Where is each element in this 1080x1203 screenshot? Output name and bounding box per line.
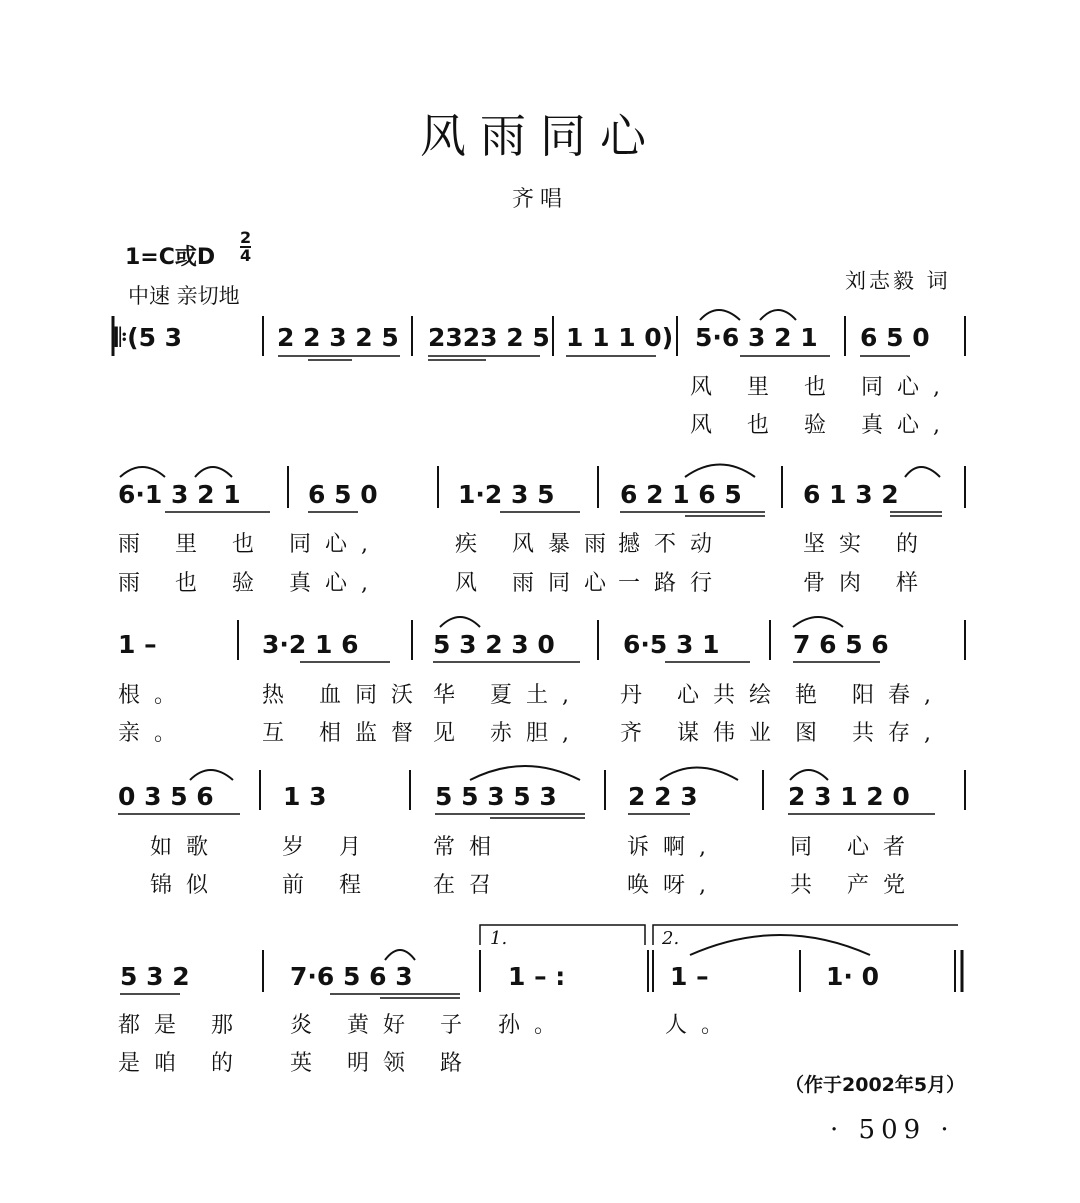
lyric-verse-1: 孙。 <box>498 1013 571 1038</box>
measure: 5 5 3 5 3 <box>435 782 557 811</box>
measure: 2323 2 5 <box>428 323 550 352</box>
lyric-verse-1: 风 里 也 同心, <box>690 375 954 400</box>
first-ending-label: 1. <box>490 928 508 949</box>
measure: 6 5 0 <box>308 480 378 509</box>
key-signature: 1=C或D <box>125 245 216 270</box>
song-title: 风雨同心 <box>420 109 660 163</box>
lyric-verse-2: 见 赤胆, <box>433 721 583 746</box>
lyric-verse-2: 在召 <box>433 873 506 898</box>
lyric-verse-2: 一路行 <box>618 571 727 596</box>
lyricist-credit: 刘志毅 词 <box>845 269 951 293</box>
lyric-verse-2: 风 雨同心 <box>455 571 620 596</box>
measure: 2 3 1 2 0 <box>788 782 910 811</box>
lyric-verse-2: 亲。 <box>118 721 191 746</box>
tempo-marking: 中速 亲切地 <box>128 284 240 308</box>
measure: 2 2 3 2 5 <box>277 323 399 352</box>
measure: 6 5 0 <box>860 323 930 352</box>
lyric-verse-2: 锦似 <box>150 873 223 898</box>
lyric-verse-2: 唤呀, <box>627 873 720 898</box>
lyric-verse-1: 热 血同沃 <box>262 683 427 708</box>
lyric-verse-2: 图 共存, <box>795 721 945 746</box>
lyric-verse-1: 同 心者 <box>790 835 919 860</box>
measure: 1 3 <box>283 782 327 811</box>
lyric-verse-2: 齐 谋伟业 <box>620 721 785 746</box>
second-ending-label: 2. <box>662 928 680 949</box>
measure: 5·6 3 2 1 <box>695 323 818 352</box>
volta-brackets <box>480 925 958 945</box>
lyric-verse-1: 丹 心共绘 <box>620 683 785 708</box>
meter-top: 2 <box>240 228 252 247</box>
measure: 5 3 2 <box>120 962 190 991</box>
song-subtitle: 齐唱 <box>511 187 568 212</box>
measure: 1· 0 <box>826 962 879 991</box>
lyric-verse-1: 艳 阳春, <box>795 683 945 708</box>
lyric-verse-2: 雨 也 验 真心, <box>118 571 382 596</box>
lyric-verse-1: 疾 风暴雨 <box>455 532 620 557</box>
lyric-verse-1: 华 夏土, <box>433 683 583 708</box>
slurs <box>120 310 940 960</box>
lyric-verse-1: 炎 黄好 子 <box>290 1013 476 1038</box>
lyric-verse-1: 岁 月 <box>282 835 375 860</box>
measure: 1 – : <box>508 962 566 991</box>
measure: 1 – <box>118 630 157 659</box>
lyric-verse-1: 常相 <box>433 835 506 860</box>
lyric-verse-2: 骨肉 样 <box>803 571 932 596</box>
measure: 0 3 5 6 <box>118 782 214 811</box>
lyric-verse-1: 坚实 的 <box>803 532 932 557</box>
lyric-verse-1: 人。 <box>665 1013 738 1038</box>
measure: 6 1 3 2 <box>803 480 899 509</box>
measure: 1 – <box>670 962 709 991</box>
lyric-verse-2: 互 相监督 <box>262 721 427 746</box>
measure: 3·2 1 6 <box>262 630 359 659</box>
measure: 6·5 3 1 <box>623 630 720 659</box>
measure: 𝄆(5 3 <box>115 323 183 352</box>
lyric-verse-2: 是咱 的 <box>118 1051 247 1076</box>
composition-date: （作于2002年5月） <box>785 1074 966 1096</box>
bar-lines <box>113 316 965 992</box>
measure: 5 3 2 3 0 <box>433 630 555 659</box>
page-number: · 509 · <box>830 1115 955 1145</box>
lyric-verse-1: 都是 那 <box>118 1013 247 1038</box>
meter-bottom: 4 <box>240 246 252 265</box>
lyric-verse-2: 英 明领 路 <box>290 1051 476 1076</box>
lyric-verse-2: 前 程 <box>282 873 375 898</box>
lyric-verse-1: 撼不动 <box>618 532 727 557</box>
measure: 6 2 1 6 5 <box>620 480 742 509</box>
measure: 6·1 3 2 1 <box>118 480 241 509</box>
lyric-verse-2: 共 产党 <box>790 873 919 898</box>
measure: 7 6 5 6 <box>793 630 889 659</box>
measure: 2 2 3 <box>628 782 698 811</box>
measure: 1 1 1 0) <box>566 323 674 352</box>
lyric-verse-1: 根。 <box>118 683 191 708</box>
measure: 7·6 5 6 3 <box>290 962 413 991</box>
lyric-verse-1: 诉啊, <box>627 835 720 860</box>
lyric-verse-1: 雨 里 也 同心, <box>118 532 382 557</box>
measure: 1·2 3 5 <box>458 480 555 509</box>
beam-underlines <box>118 356 942 998</box>
lyric-verse-2: 风 也 验 真心, <box>690 413 954 438</box>
lyric-verse-1: 如歌 <box>150 835 223 860</box>
